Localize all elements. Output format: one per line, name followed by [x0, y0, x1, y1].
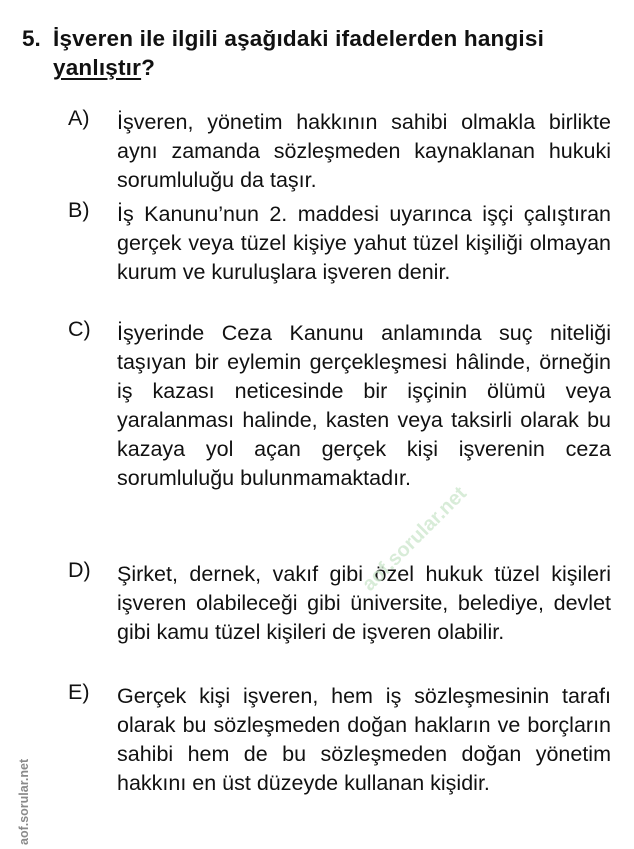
question-text	[53, 24, 634, 82]
question-mark: ?	[141, 55, 156, 80]
option-label: E)	[68, 680, 90, 704]
option-label: D)	[68, 558, 91, 582]
question-text-main: İşveren ile ilgili aşağıdaki ifadelerden hangisi	[53, 26, 545, 51]
option-label: A)	[68, 106, 90, 130]
option-text: İş Kanunu’nun 2. maddesi uyarınca işçi çalıştıran gerçek veya tüzel kişiye yahut tüzel kişiliği olmayan kurum ve kuruluşlara işveren denir.	[117, 202, 611, 284]
diagonal-watermark: aof.sorular.net	[358, 482, 472, 596]
option-text: Şirket, dernek, vakıf gibi özel hukuk tüzel kişileri işveren olabileceği gibi üniversite, belediye, devlet gibi kamu tüzel kişileri de işveren olabilir.	[117, 562, 611, 644]
side-watermark: aof.sorular.net	[17, 758, 31, 845]
option-text: Gerçek kişi işveren, hem iş sözleşmesinin tarafı olarak bu sözleşmeden doğan hakların ve borçların sahibi hem de bu sözleşmeden doğan yönetim hakkını en üst düzeyde kullanan kişidir.	[117, 684, 611, 795]
option-label: C)	[68, 317, 91, 341]
option-text: İşyerinde Ceza Kanunu anlamında suç niteliği taşıyan bir eylemin gerçekleşmesi hâlinde, örneğin iş kazası neticesinde bir işçinin ölümü veya yaralanması halinde, kasten veya taksirli olarak bu kazaya yol açan gerçek kişi işverenin ceza sorumluluğu bulunmamaktadır.	[117, 321, 611, 490]
option-text: İşveren, yönetim hakkının sahibi olmakla birlikte aynı zamanda sözleşmeden kaynaklanan hukuki sorumluluğu da taşır.	[117, 110, 611, 192]
question-emphasis: yanlıştır	[53, 55, 142, 80]
option-label: B)	[68, 198, 90, 222]
question-number: 5.	[22, 26, 41, 51]
